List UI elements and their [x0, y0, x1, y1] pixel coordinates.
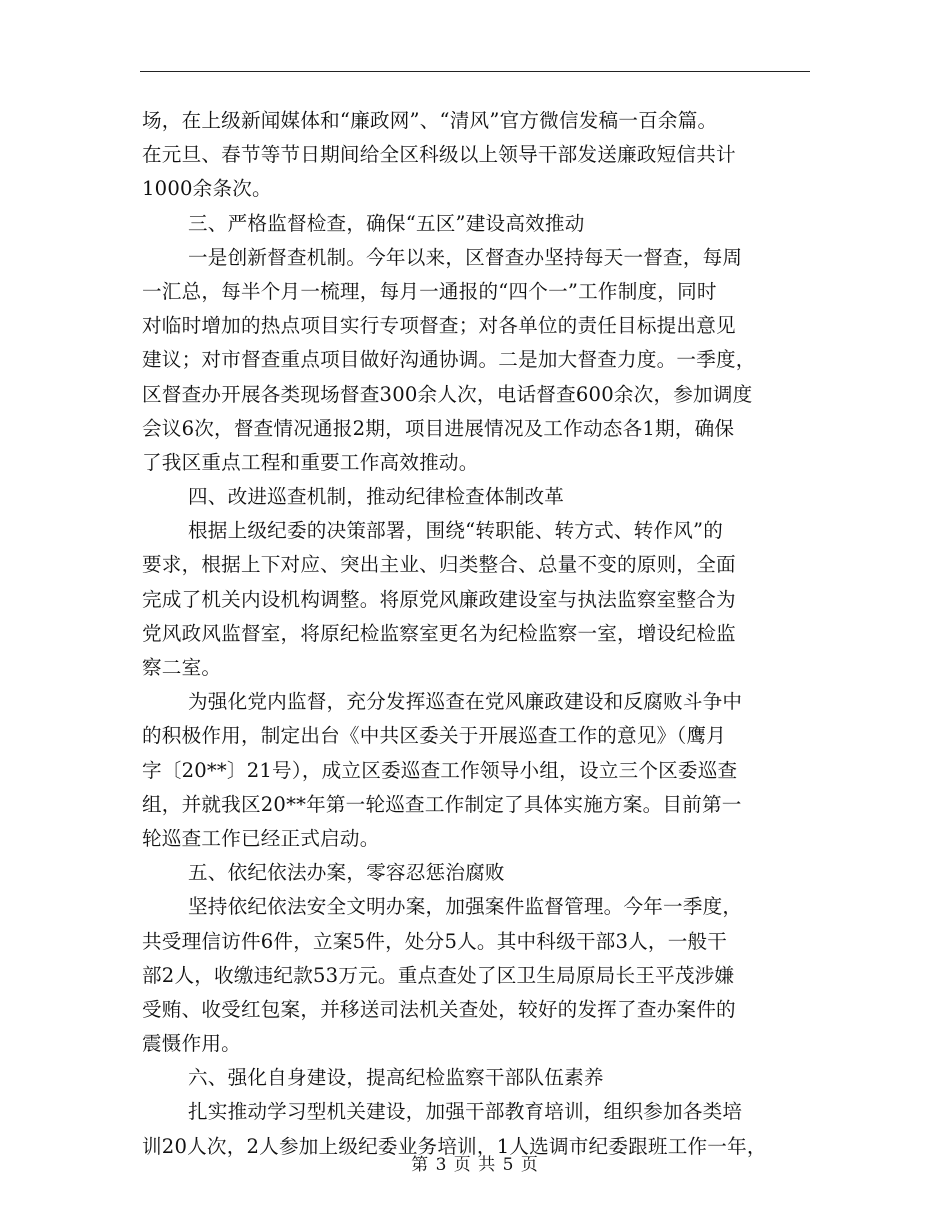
- page-footer: 第 3 页 共 5 页: [411, 1155, 539, 1175]
- body-line: 字〔20**〕21号），成立区委巡查工作领导小组，设立三个区委巡查: [142, 758, 738, 782]
- body-line: 一汇总，每半个月一梳理，每月一通报的“四个一”工作制度，同时: [142, 279, 717, 303]
- body-line: 要求，根据上下对应、突出主业、归类整合、总量不变的原则，全面: [142, 553, 736, 577]
- paragraph-start: 为强化党内监督，充分发挥巡查在党风廉政建设和反腐败斗争中: [188, 690, 743, 714]
- body-line: 场，在上级新闻媒体和“廉政网”、“清风”官方微信发稿一百余篇。: [142, 109, 718, 132]
- section-heading: 三、严格监督检查，确保“五区”建设高效推动: [188, 211, 585, 235]
- body-line: 训20人次，2人参加上级纪委业务培训，1人选调市纪委跟班工作一年，: [142, 1134, 767, 1158]
- header-rule: [140, 71, 810, 72]
- body-line: 会议6次，督查情况通报2期，项目进展情况及工作动态各1期，确保: [142, 416, 735, 440]
- body-line: 震慑作用。: [142, 1032, 241, 1056]
- section-heading: 四、改进巡查机制，推动纪律检查体制改革: [188, 485, 565, 509]
- document-body: [142, 104, 814, 1164]
- body-line: 部2人，收缴违纪款53万元。重点查处了区卫生局原局长王平茂涉嫌: [142, 963, 735, 987]
- paragraph-start: 一是创新督查机制。今年以来，区督查办坚持每天一督查，每周: [188, 245, 743, 269]
- body-line: 在元旦、春节等节日期间给全区科级以上领导干部发送廉政短信共计: [142, 143, 736, 167]
- body-line: 完成了机关内设机构调整。将原党风廉政建设室与执法监察室整合为: [142, 587, 736, 611]
- paragraph-start: 根据上级纪委的决策部署，围绕“转职能、转方式、转作风”的: [188, 519, 724, 543]
- body-line: 组，并就我区20**年第一轮巡查工作制定了具体实施方案。目前第一: [142, 792, 742, 816]
- section-heading: 六、强化自身建设，提高纪检监察干部队伍素养: [188, 1066, 604, 1090]
- body-line: 1000余条次。: [142, 177, 272, 201]
- body-line: 党风政风监督室，将原纪检监察室更名为纪检监察一室，增设纪检监: [142, 621, 736, 645]
- body-line: 建议；对市督查重点项目做好沟通协调。二是加大督查力度。一季度，: [142, 348, 756, 372]
- body-line: 轮巡查工作已经正式启动。: [142, 826, 380, 850]
- section-heading: 五、依纪依法办案，零容忍惩治腐败: [188, 861, 505, 885]
- body-line: 察二室。: [142, 656, 222, 679]
- body-line: 的积极作用，制定出台《中共区委关于开展巡查工作的意见》（鹰月: [142, 724, 727, 748]
- body-line: 受贿、收受红包案，并移送司法机关查处，较好的发挥了查办案件的: [142, 997, 736, 1021]
- paragraph-start: 扎实推动学习型机关建设，加强干部教育培训，组织参加各类培: [188, 1100, 743, 1124]
- paragraph-start: 坚持依纪依法安全文明办案，加强案件监督管理。今年一季度，: [188, 895, 743, 919]
- body-line: 共受理信访件6件，立案5件，处分5人。其中科级干部3人，一般干: [142, 929, 728, 953]
- body-line: 了我区重点工程和重要工作高效推动。: [142, 450, 479, 474]
- body-line: 区督查办开展各类现场督查300余人次，电话督查600余次，参加调度: [142, 382, 753, 406]
- body-line: 对临时增加的热点项目实行专项督查；对各单位的责任目标提出意见: [142, 314, 736, 338]
